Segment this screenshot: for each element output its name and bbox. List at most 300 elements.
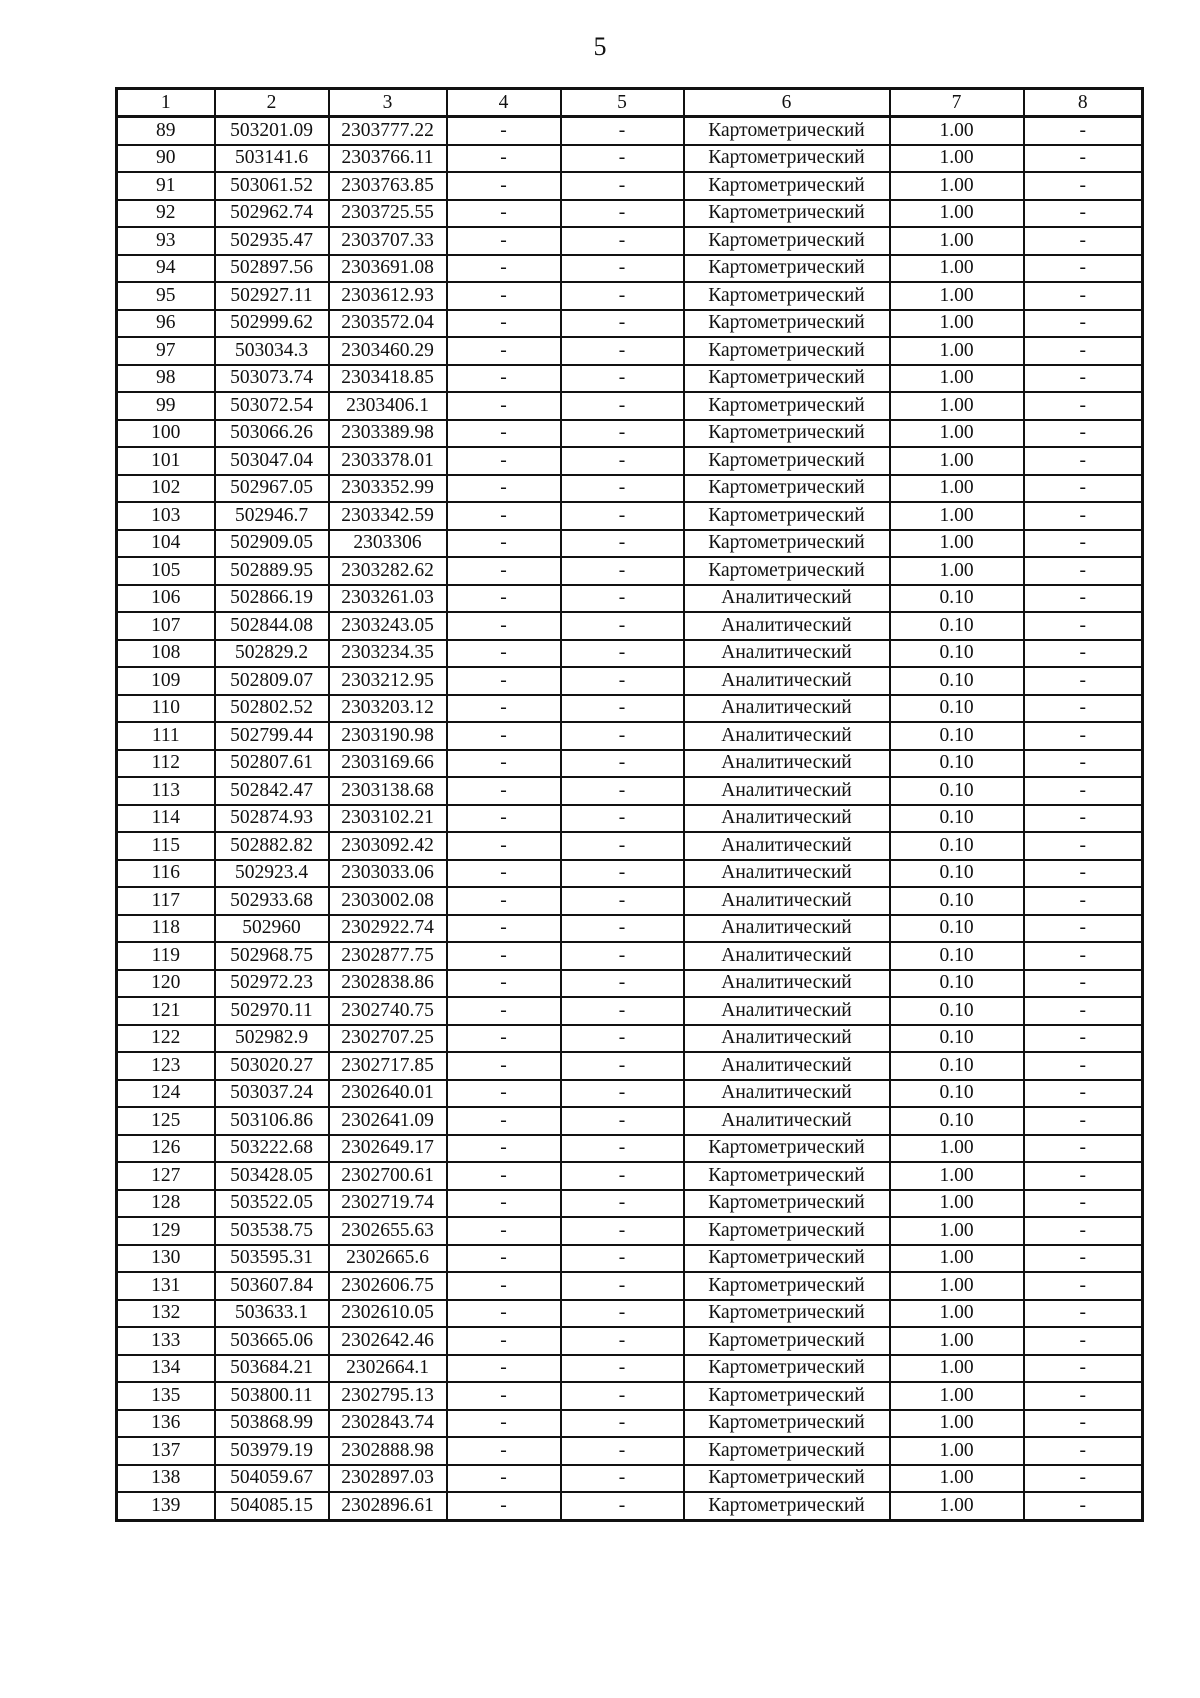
cell-point-number: 102 bbox=[117, 475, 215, 503]
table-row bbox=[117, 172, 1143, 200]
cell-col-5: - bbox=[561, 1217, 684, 1245]
cell-method: Картометрический bbox=[684, 447, 890, 475]
cell-coord-x: 503066.26 bbox=[215, 420, 329, 448]
cell-col-4: - bbox=[447, 1107, 561, 1135]
table-row bbox=[117, 1080, 1143, 1108]
cell-coord-x: 503595.31 bbox=[215, 1245, 329, 1273]
cell-accuracy: 1.00 bbox=[890, 1300, 1024, 1328]
cell-col-8: - bbox=[1024, 1217, 1143, 1245]
table-row bbox=[117, 860, 1143, 888]
table-row bbox=[117, 1300, 1143, 1328]
cell-coord-x: 503222.68 bbox=[215, 1135, 329, 1163]
cell-coord-y: 2303612.93 bbox=[329, 282, 447, 310]
table-row bbox=[117, 942, 1143, 970]
cell-method: Картометрический bbox=[684, 1327, 890, 1355]
cell-accuracy: 0.10 bbox=[890, 915, 1024, 943]
cell-col-8: - bbox=[1024, 1492, 1143, 1520]
table-row bbox=[117, 915, 1143, 943]
cell-coord-x: 503538.75 bbox=[215, 1217, 329, 1245]
cell-col-5: - bbox=[561, 1025, 684, 1053]
cell-col-4: - bbox=[447, 1465, 561, 1493]
table-row bbox=[117, 585, 1143, 613]
cell-col-5: - bbox=[561, 200, 684, 228]
cell-col-5: - bbox=[561, 640, 684, 668]
cell-coord-x: 503665.06 bbox=[215, 1327, 329, 1355]
cell-coord-y: 2302700.61 bbox=[329, 1162, 447, 1190]
cell-col-5: - bbox=[561, 915, 684, 943]
cell-col-8: - bbox=[1024, 1162, 1143, 1190]
cell-method: Картометрический bbox=[684, 530, 890, 558]
cell-col-5: - bbox=[561, 777, 684, 805]
cell-method: Картометрический bbox=[684, 557, 890, 585]
cell-accuracy: 1.00 bbox=[890, 502, 1024, 530]
cell-coord-x: 503633.1 bbox=[215, 1300, 329, 1328]
cell-method: Аналитический bbox=[684, 612, 890, 640]
cell-accuracy: 0.10 bbox=[890, 860, 1024, 888]
cell-accuracy: 0.10 bbox=[890, 1025, 1024, 1053]
cell-col-4: - bbox=[447, 502, 561, 530]
cell-col-5: - bbox=[561, 1272, 684, 1300]
cell-coord-x: 504059.67 bbox=[215, 1465, 329, 1493]
cell-coord-y: 2302606.75 bbox=[329, 1272, 447, 1300]
cell-col-5: - bbox=[561, 227, 684, 255]
cell-coord-x: 502935.47 bbox=[215, 227, 329, 255]
cell-col-8: - bbox=[1024, 1382, 1143, 1410]
cell-point-number: 89 bbox=[117, 117, 215, 145]
cell-col-5: - bbox=[561, 365, 684, 393]
cell-col-4: - bbox=[447, 145, 561, 173]
cell-point-number: 121 bbox=[117, 997, 215, 1025]
cell-col-4: - bbox=[447, 942, 561, 970]
cell-col-4: - bbox=[447, 1437, 561, 1465]
cell-col-5: - bbox=[561, 887, 684, 915]
cell-coord-x: 502866.19 bbox=[215, 585, 329, 613]
cell-coord-x: 502897.56 bbox=[215, 255, 329, 283]
cell-col-4: - bbox=[447, 1080, 561, 1108]
cell-method: Картометрический bbox=[684, 1437, 890, 1465]
cell-col-5: - bbox=[561, 585, 684, 613]
cell-col-8: - bbox=[1024, 612, 1143, 640]
table-row bbox=[117, 1410, 1143, 1438]
cell-coord-y: 2303572.04 bbox=[329, 310, 447, 338]
cell-point-number: 127 bbox=[117, 1162, 215, 1190]
cell-coord-x: 502962.74 bbox=[215, 200, 329, 228]
cell-point-number: 103 bbox=[117, 502, 215, 530]
cell-col-8: - bbox=[1024, 310, 1143, 338]
cell-accuracy: 1.00 bbox=[890, 1492, 1024, 1520]
cell-coord-y: 2302795.13 bbox=[329, 1382, 447, 1410]
cell-col-4: - bbox=[447, 282, 561, 310]
cell-coord-x: 502809.07 bbox=[215, 667, 329, 695]
cell-col-8: - bbox=[1024, 475, 1143, 503]
table-row bbox=[117, 612, 1143, 640]
table-row bbox=[117, 750, 1143, 778]
cell-method: Аналитический bbox=[684, 585, 890, 613]
cell-col-8: - bbox=[1024, 227, 1143, 255]
cell-col-5: - bbox=[561, 1135, 684, 1163]
cell-accuracy: 1.00 bbox=[890, 282, 1024, 310]
cell-col-8: - bbox=[1024, 1025, 1143, 1053]
cell-col-4: - bbox=[447, 337, 561, 365]
cell-accuracy: 0.10 bbox=[890, 1080, 1024, 1108]
cell-col-5: - bbox=[561, 997, 684, 1025]
cell-accuracy: 1.00 bbox=[890, 310, 1024, 338]
column-header-1: 1 bbox=[117, 89, 215, 117]
cell-coord-y: 2303169.66 bbox=[329, 750, 447, 778]
table-header bbox=[117, 89, 1143, 117]
cell-method: Картометрический bbox=[684, 365, 890, 393]
cell-accuracy: 1.00 bbox=[890, 1382, 1024, 1410]
cell-col-5: - bbox=[561, 502, 684, 530]
cell-point-number: 133 bbox=[117, 1327, 215, 1355]
cell-method: Аналитический bbox=[684, 722, 890, 750]
cell-col-5: - bbox=[561, 1492, 684, 1520]
cell-coord-y: 2302843.74 bbox=[329, 1410, 447, 1438]
cell-col-4: - bbox=[447, 1135, 561, 1163]
cell-coord-x: 503061.52 bbox=[215, 172, 329, 200]
cell-point-number: 134 bbox=[117, 1355, 215, 1383]
coordinates-table bbox=[115, 87, 1144, 1522]
cell-method: Аналитический bbox=[684, 1052, 890, 1080]
cell-col-5: - bbox=[561, 1162, 684, 1190]
cell-point-number: 95 bbox=[117, 282, 215, 310]
cell-accuracy: 1.00 bbox=[890, 1465, 1024, 1493]
cell-method: Картометрический bbox=[684, 502, 890, 530]
cell-method: Картометрический bbox=[684, 1135, 890, 1163]
cell-point-number: 105 bbox=[117, 557, 215, 585]
cell-col-8: - bbox=[1024, 667, 1143, 695]
cell-accuracy: 1.00 bbox=[890, 1327, 1024, 1355]
cell-col-5: - bbox=[561, 1300, 684, 1328]
cell-accuracy: 0.10 bbox=[890, 887, 1024, 915]
cell-col-5: - bbox=[561, 310, 684, 338]
cell-point-number: 123 bbox=[117, 1052, 215, 1080]
cell-coord-y: 2303763.85 bbox=[329, 172, 447, 200]
cell-coord-x: 503141.6 bbox=[215, 145, 329, 173]
cell-col-4: - bbox=[447, 970, 561, 998]
table-row bbox=[117, 1492, 1143, 1520]
cell-accuracy: 0.10 bbox=[890, 695, 1024, 723]
cell-col-4: - bbox=[447, 392, 561, 420]
cell-col-5: - bbox=[561, 1080, 684, 1108]
cell-point-number: 118 bbox=[117, 915, 215, 943]
cell-method: Картометрический bbox=[684, 1355, 890, 1383]
cell-coord-y: 2303190.98 bbox=[329, 722, 447, 750]
cell-col-5: - bbox=[561, 722, 684, 750]
cell-coord-y: 2302717.85 bbox=[329, 1052, 447, 1080]
cell-method: Аналитический bbox=[684, 915, 890, 943]
cell-point-number: 111 bbox=[117, 722, 215, 750]
cell-point-number: 132 bbox=[117, 1300, 215, 1328]
cell-col-4: - bbox=[447, 530, 561, 558]
cell-col-5: - bbox=[561, 282, 684, 310]
cell-accuracy: 1.00 bbox=[890, 392, 1024, 420]
cell-point-number: 101 bbox=[117, 447, 215, 475]
cell-coord-x: 503607.84 bbox=[215, 1272, 329, 1300]
cell-accuracy: 1.00 bbox=[890, 1190, 1024, 1218]
cell-accuracy: 1.00 bbox=[890, 530, 1024, 558]
cell-accuracy: 0.10 bbox=[890, 750, 1024, 778]
cell-coord-y: 2302838.86 bbox=[329, 970, 447, 998]
cell-accuracy: 0.10 bbox=[890, 585, 1024, 613]
cell-col-5: - bbox=[561, 942, 684, 970]
cell-accuracy: 1.00 bbox=[890, 337, 1024, 365]
cell-coord-x: 502970.11 bbox=[215, 997, 329, 1025]
column-header-5: 5 bbox=[561, 89, 684, 117]
cell-point-number: 137 bbox=[117, 1437, 215, 1465]
cell-accuracy: 1.00 bbox=[890, 227, 1024, 255]
table-row bbox=[117, 1437, 1143, 1465]
cell-point-number: 124 bbox=[117, 1080, 215, 1108]
cell-col-5: - bbox=[561, 1437, 684, 1465]
cell-col-5: - bbox=[561, 1052, 684, 1080]
cell-method: Аналитический bbox=[684, 667, 890, 695]
cell-col-4: - bbox=[447, 1382, 561, 1410]
cell-coord-y: 2303378.01 bbox=[329, 447, 447, 475]
cell-col-4: - bbox=[447, 777, 561, 805]
cell-point-number: 106 bbox=[117, 585, 215, 613]
cell-accuracy: 1.00 bbox=[890, 117, 1024, 145]
cell-method: Картометрический bbox=[684, 227, 890, 255]
cell-accuracy: 0.10 bbox=[890, 942, 1024, 970]
cell-accuracy: 1.00 bbox=[890, 1355, 1024, 1383]
cell-accuracy: 1.00 bbox=[890, 475, 1024, 503]
cell-col-4: - bbox=[447, 365, 561, 393]
cell-coord-x: 502927.11 bbox=[215, 282, 329, 310]
cell-coord-y: 2303234.35 bbox=[329, 640, 447, 668]
cell-point-number: 90 bbox=[117, 145, 215, 173]
cell-col-5: - bbox=[561, 337, 684, 365]
cell-coord-y: 2302707.25 bbox=[329, 1025, 447, 1053]
cell-col-4: - bbox=[447, 1327, 561, 1355]
cell-coord-y: 2303092.42 bbox=[329, 832, 447, 860]
cell-col-5: - bbox=[561, 475, 684, 503]
cell-col-8: - bbox=[1024, 750, 1143, 778]
cell-point-number: 91 bbox=[117, 172, 215, 200]
cell-coord-x: 502807.61 bbox=[215, 750, 329, 778]
cell-point-number: 129 bbox=[117, 1217, 215, 1245]
cell-method: Картометрический bbox=[684, 1465, 890, 1493]
cell-coord-x: 502999.62 bbox=[215, 310, 329, 338]
table-row bbox=[117, 145, 1143, 173]
cell-col-5: - bbox=[561, 695, 684, 723]
cell-coord-y: 2303352.99 bbox=[329, 475, 447, 503]
cell-col-8: - bbox=[1024, 722, 1143, 750]
cell-coord-x: 503073.74 bbox=[215, 365, 329, 393]
table-row bbox=[117, 777, 1143, 805]
cell-method: Аналитический bbox=[684, 1025, 890, 1053]
cell-col-5: - bbox=[561, 860, 684, 888]
cell-method: Аналитический bbox=[684, 887, 890, 915]
cell-accuracy: 1.00 bbox=[890, 420, 1024, 448]
cell-col-8: - bbox=[1024, 1410, 1143, 1438]
cell-accuracy: 1.00 bbox=[890, 447, 1024, 475]
cell-method: Аналитический bbox=[684, 860, 890, 888]
cell-col-4: - bbox=[447, 1217, 561, 1245]
table-row bbox=[117, 1382, 1143, 1410]
cell-coord-y: 2303418.85 bbox=[329, 365, 447, 393]
cell-col-4: - bbox=[447, 1245, 561, 1273]
cell-point-number: 96 bbox=[117, 310, 215, 338]
cell-point-number: 116 bbox=[117, 860, 215, 888]
cell-point-number: 138 bbox=[117, 1465, 215, 1493]
cell-coord-x: 502874.93 bbox=[215, 805, 329, 833]
cell-col-4: - bbox=[447, 585, 561, 613]
cell-coord-y: 2302641.09 bbox=[329, 1107, 447, 1135]
cell-method: Картометрический bbox=[684, 255, 890, 283]
cell-method: Картометрический bbox=[684, 172, 890, 200]
cell-coord-y: 2302664.1 bbox=[329, 1355, 447, 1383]
cell-coord-x: 503428.05 bbox=[215, 1162, 329, 1190]
cell-coord-x: 503034.3 bbox=[215, 337, 329, 365]
cell-coord-x: 502889.95 bbox=[215, 557, 329, 585]
cell-col-4: - bbox=[447, 310, 561, 338]
cell-coord-y: 2303342.59 bbox=[329, 502, 447, 530]
table-row bbox=[117, 1025, 1143, 1053]
cell-coord-x: 503072.54 bbox=[215, 392, 329, 420]
cell-method: Картометрический bbox=[684, 1492, 890, 1520]
cell-coord-x: 502982.9 bbox=[215, 1025, 329, 1053]
column-header-4: 4 bbox=[447, 89, 561, 117]
cell-point-number: 108 bbox=[117, 640, 215, 668]
cell-col-4: - bbox=[447, 667, 561, 695]
cell-method: Картометрический bbox=[684, 1245, 890, 1273]
cell-point-number: 113 bbox=[117, 777, 215, 805]
cell-coord-x: 502844.08 bbox=[215, 612, 329, 640]
cell-method: Картометрический bbox=[684, 1300, 890, 1328]
cell-col-4: - bbox=[447, 1272, 561, 1300]
cell-coord-x: 502946.7 bbox=[215, 502, 329, 530]
cell-col-4: - bbox=[447, 695, 561, 723]
cell-accuracy: 1.00 bbox=[890, 557, 1024, 585]
table-row bbox=[117, 805, 1143, 833]
table-row bbox=[117, 1245, 1143, 1273]
cell-coord-y: 2302877.75 bbox=[329, 942, 447, 970]
cell-coord-x: 502829.2 bbox=[215, 640, 329, 668]
cell-coord-y: 2303777.22 bbox=[329, 117, 447, 145]
cell-coord-y: 2303406.1 bbox=[329, 392, 447, 420]
cell-method: Аналитический bbox=[684, 750, 890, 778]
cell-accuracy: 0.10 bbox=[890, 777, 1024, 805]
cell-point-number: 119 bbox=[117, 942, 215, 970]
cell-accuracy: 0.10 bbox=[890, 1052, 1024, 1080]
column-header-3: 3 bbox=[329, 89, 447, 117]
cell-col-8: - bbox=[1024, 805, 1143, 833]
cell-method: Картометрический bbox=[684, 200, 890, 228]
cell-accuracy: 0.10 bbox=[890, 1107, 1024, 1135]
cell-point-number: 135 bbox=[117, 1382, 215, 1410]
cell-coord-y: 2303460.29 bbox=[329, 337, 447, 365]
cell-col-5: - bbox=[561, 1245, 684, 1273]
cell-method: Аналитический bbox=[684, 695, 890, 723]
table-row bbox=[117, 337, 1143, 365]
cell-coord-x: 502882.82 bbox=[215, 832, 329, 860]
cell-col-8: - bbox=[1024, 172, 1143, 200]
cell-coord-x: 502972.23 bbox=[215, 970, 329, 998]
cell-col-5: - bbox=[561, 172, 684, 200]
cell-col-8: - bbox=[1024, 1107, 1143, 1135]
cell-method: Аналитический bbox=[684, 777, 890, 805]
cell-col-8: - bbox=[1024, 447, 1143, 475]
cell-point-number: 114 bbox=[117, 805, 215, 833]
cell-col-5: - bbox=[561, 117, 684, 145]
cell-point-number: 120 bbox=[117, 970, 215, 998]
cell-coord-x: 504085.15 bbox=[215, 1492, 329, 1520]
cell-coord-y: 2302655.63 bbox=[329, 1217, 447, 1245]
cell-coord-y: 2303212.95 bbox=[329, 667, 447, 695]
table-row bbox=[117, 310, 1143, 338]
cell-col-5: - bbox=[561, 1465, 684, 1493]
cell-method: Аналитический bbox=[684, 640, 890, 668]
cell-coord-y: 2302740.75 bbox=[329, 997, 447, 1025]
cell-col-8: - bbox=[1024, 365, 1143, 393]
cell-method: Аналитический bbox=[684, 970, 890, 998]
cell-col-4: - bbox=[447, 1300, 561, 1328]
cell-accuracy: 0.10 bbox=[890, 640, 1024, 668]
cell-col-8: - bbox=[1024, 942, 1143, 970]
cell-method: Аналитический bbox=[684, 805, 890, 833]
cell-method: Аналитический bbox=[684, 942, 890, 970]
cell-col-4: - bbox=[447, 832, 561, 860]
cell-col-4: - bbox=[447, 1052, 561, 1080]
cell-method: Картометрический bbox=[684, 282, 890, 310]
cell-coord-x: 502799.44 bbox=[215, 722, 329, 750]
cell-method: Картометрический bbox=[684, 117, 890, 145]
cell-coord-x: 503800.11 bbox=[215, 1382, 329, 1410]
cell-accuracy: 0.10 bbox=[890, 805, 1024, 833]
cell-col-4: - bbox=[447, 750, 561, 778]
cell-point-number: 130 bbox=[117, 1245, 215, 1273]
table-row bbox=[117, 392, 1143, 420]
cell-coord-y: 2302665.6 bbox=[329, 1245, 447, 1273]
cell-col-4: - bbox=[447, 255, 561, 283]
table-row bbox=[117, 557, 1143, 585]
cell-method: Картометрический bbox=[684, 1162, 890, 1190]
cell-accuracy: 1.00 bbox=[890, 365, 1024, 393]
table-body bbox=[117, 117, 1143, 1521]
cell-col-5: - bbox=[561, 1355, 684, 1383]
cell-coord-x: 502923.4 bbox=[215, 860, 329, 888]
table-row bbox=[117, 1217, 1143, 1245]
cell-col-8: - bbox=[1024, 1355, 1143, 1383]
cell-col-8: - bbox=[1024, 1272, 1143, 1300]
cell-coord-y: 2303138.68 bbox=[329, 777, 447, 805]
cell-accuracy: 1.00 bbox=[890, 172, 1024, 200]
cell-col-4: - bbox=[447, 887, 561, 915]
cell-coord-y: 2303282.62 bbox=[329, 557, 447, 585]
cell-accuracy: 1.00 bbox=[890, 145, 1024, 173]
cell-col-4: - bbox=[447, 117, 561, 145]
table-row bbox=[117, 970, 1143, 998]
cell-coord-x: 503868.99 bbox=[215, 1410, 329, 1438]
cell-coord-y: 2302610.05 bbox=[329, 1300, 447, 1328]
cell-coord-x: 503106.86 bbox=[215, 1107, 329, 1135]
cell-col-5: - bbox=[561, 970, 684, 998]
cell-accuracy: 0.10 bbox=[890, 722, 1024, 750]
cell-accuracy: 1.00 bbox=[890, 1217, 1024, 1245]
cell-col-4: - bbox=[447, 1190, 561, 1218]
cell-col-5: - bbox=[561, 255, 684, 283]
cell-accuracy: 0.10 bbox=[890, 612, 1024, 640]
cell-accuracy: 1.00 bbox=[890, 1410, 1024, 1438]
column-header-6: 6 bbox=[684, 89, 890, 117]
cell-accuracy: 0.10 bbox=[890, 667, 1024, 695]
cell-coord-x: 502960 bbox=[215, 915, 329, 943]
cell-col-8: - bbox=[1024, 1300, 1143, 1328]
cell-col-8: - bbox=[1024, 860, 1143, 888]
cell-coord-y: 2303306 bbox=[329, 530, 447, 558]
cell-point-number: 100 bbox=[117, 420, 215, 448]
